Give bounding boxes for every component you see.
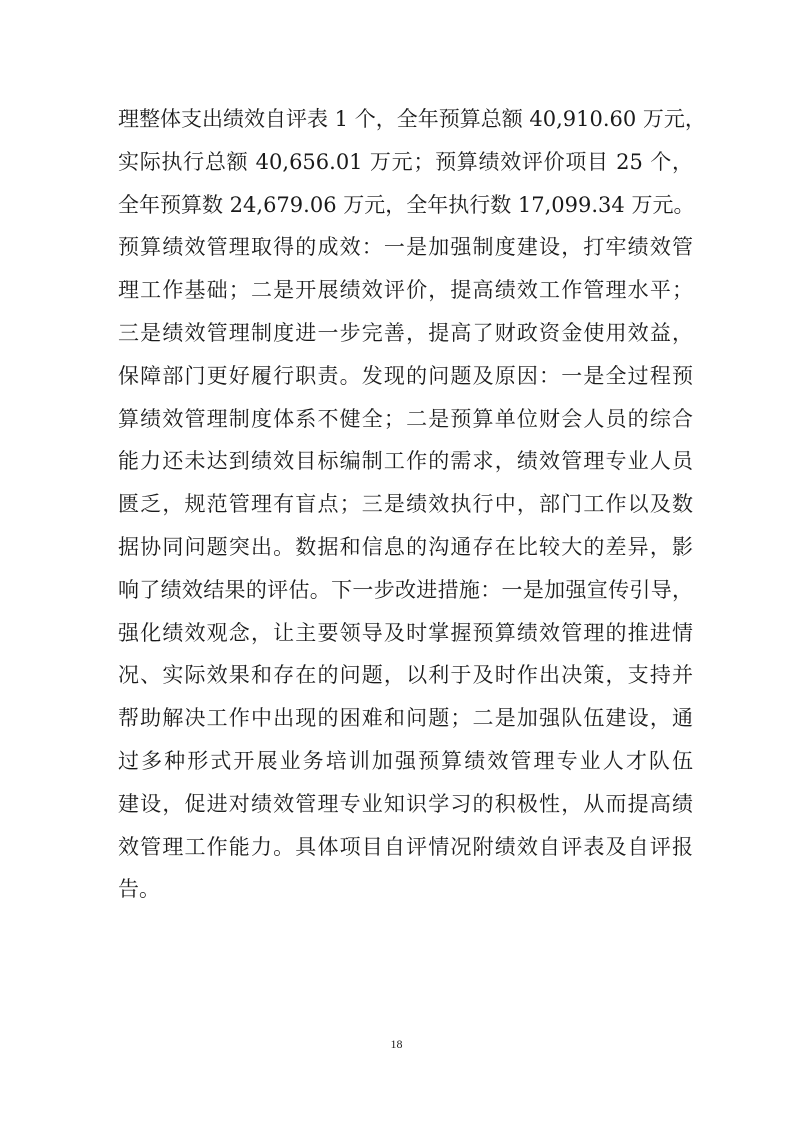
- text-line: 据协同问题突出。数据和信息的沟通存在比较大的差异，影: [118, 534, 693, 559]
- text-line: 匮乏，规范管理有盲点；三是绩效执行中，部门工作以及数: [118, 492, 693, 517]
- text-line: 实际执行总额 40,656.01 万元；预算绩效评价项目 25 个，: [118, 149, 693, 174]
- text-line: 预算绩效管理取得的成效：一是加强制度建设，打牢绩效管: [118, 235, 693, 260]
- body-paragraph: [118, 98, 706, 911]
- text-line: 能力还未达到绩效目标编制工作的需求，绩效管理专业人员: [118, 449, 693, 474]
- text-line: 全年预算数 24,679.06 万元，全年执行数 17,099.34 万元。: [118, 192, 695, 217]
- text-line: 响了绩效结果的评估。下一步改进措施：一是加强宣传引导，: [118, 577, 693, 602]
- text-line: 效管理工作能力。具体项目自评情况附绩效自评表及自评报: [118, 834, 693, 859]
- text-line: 过多种形式开展业务培训加强预算绩效管理专业人才队伍: [118, 748, 693, 773]
- text-line: 三是绩效管理制度进一步完善，提高了财政资金使用效益，: [118, 320, 693, 345]
- text-line: 理工作基础；二是开展绩效评价，提高绩效工作管理水平；: [118, 278, 693, 303]
- text-line: 帮助解决工作中出现的困难和问题；二是加强队伍建设，通: [118, 706, 693, 731]
- text-line: 建设，促进对绩效管理专业知识学习的积极性，从而提高绩: [118, 791, 693, 816]
- text-line: 强化绩效观念，让主要领导及时掌握预算绩效管理的推进情: [118, 620, 693, 645]
- text-line-final: 告。: [118, 877, 160, 902]
- text-line: 况、实际效果和存在的问题，以利于及时作出决策，支持并: [118, 663, 693, 688]
- text-line: 算绩效管理制度体系不健全；二是预算单位财会人员的综合: [118, 406, 693, 431]
- text-line: 保障部门更好履行职责。发现的问题及原因：一是全过程预: [118, 363, 693, 388]
- page-number: 18: [390, 1037, 403, 1051]
- text-line: 理整体支出绩效自评表 1 个，全年预算总额 40,910.60 万元，: [118, 107, 706, 131]
